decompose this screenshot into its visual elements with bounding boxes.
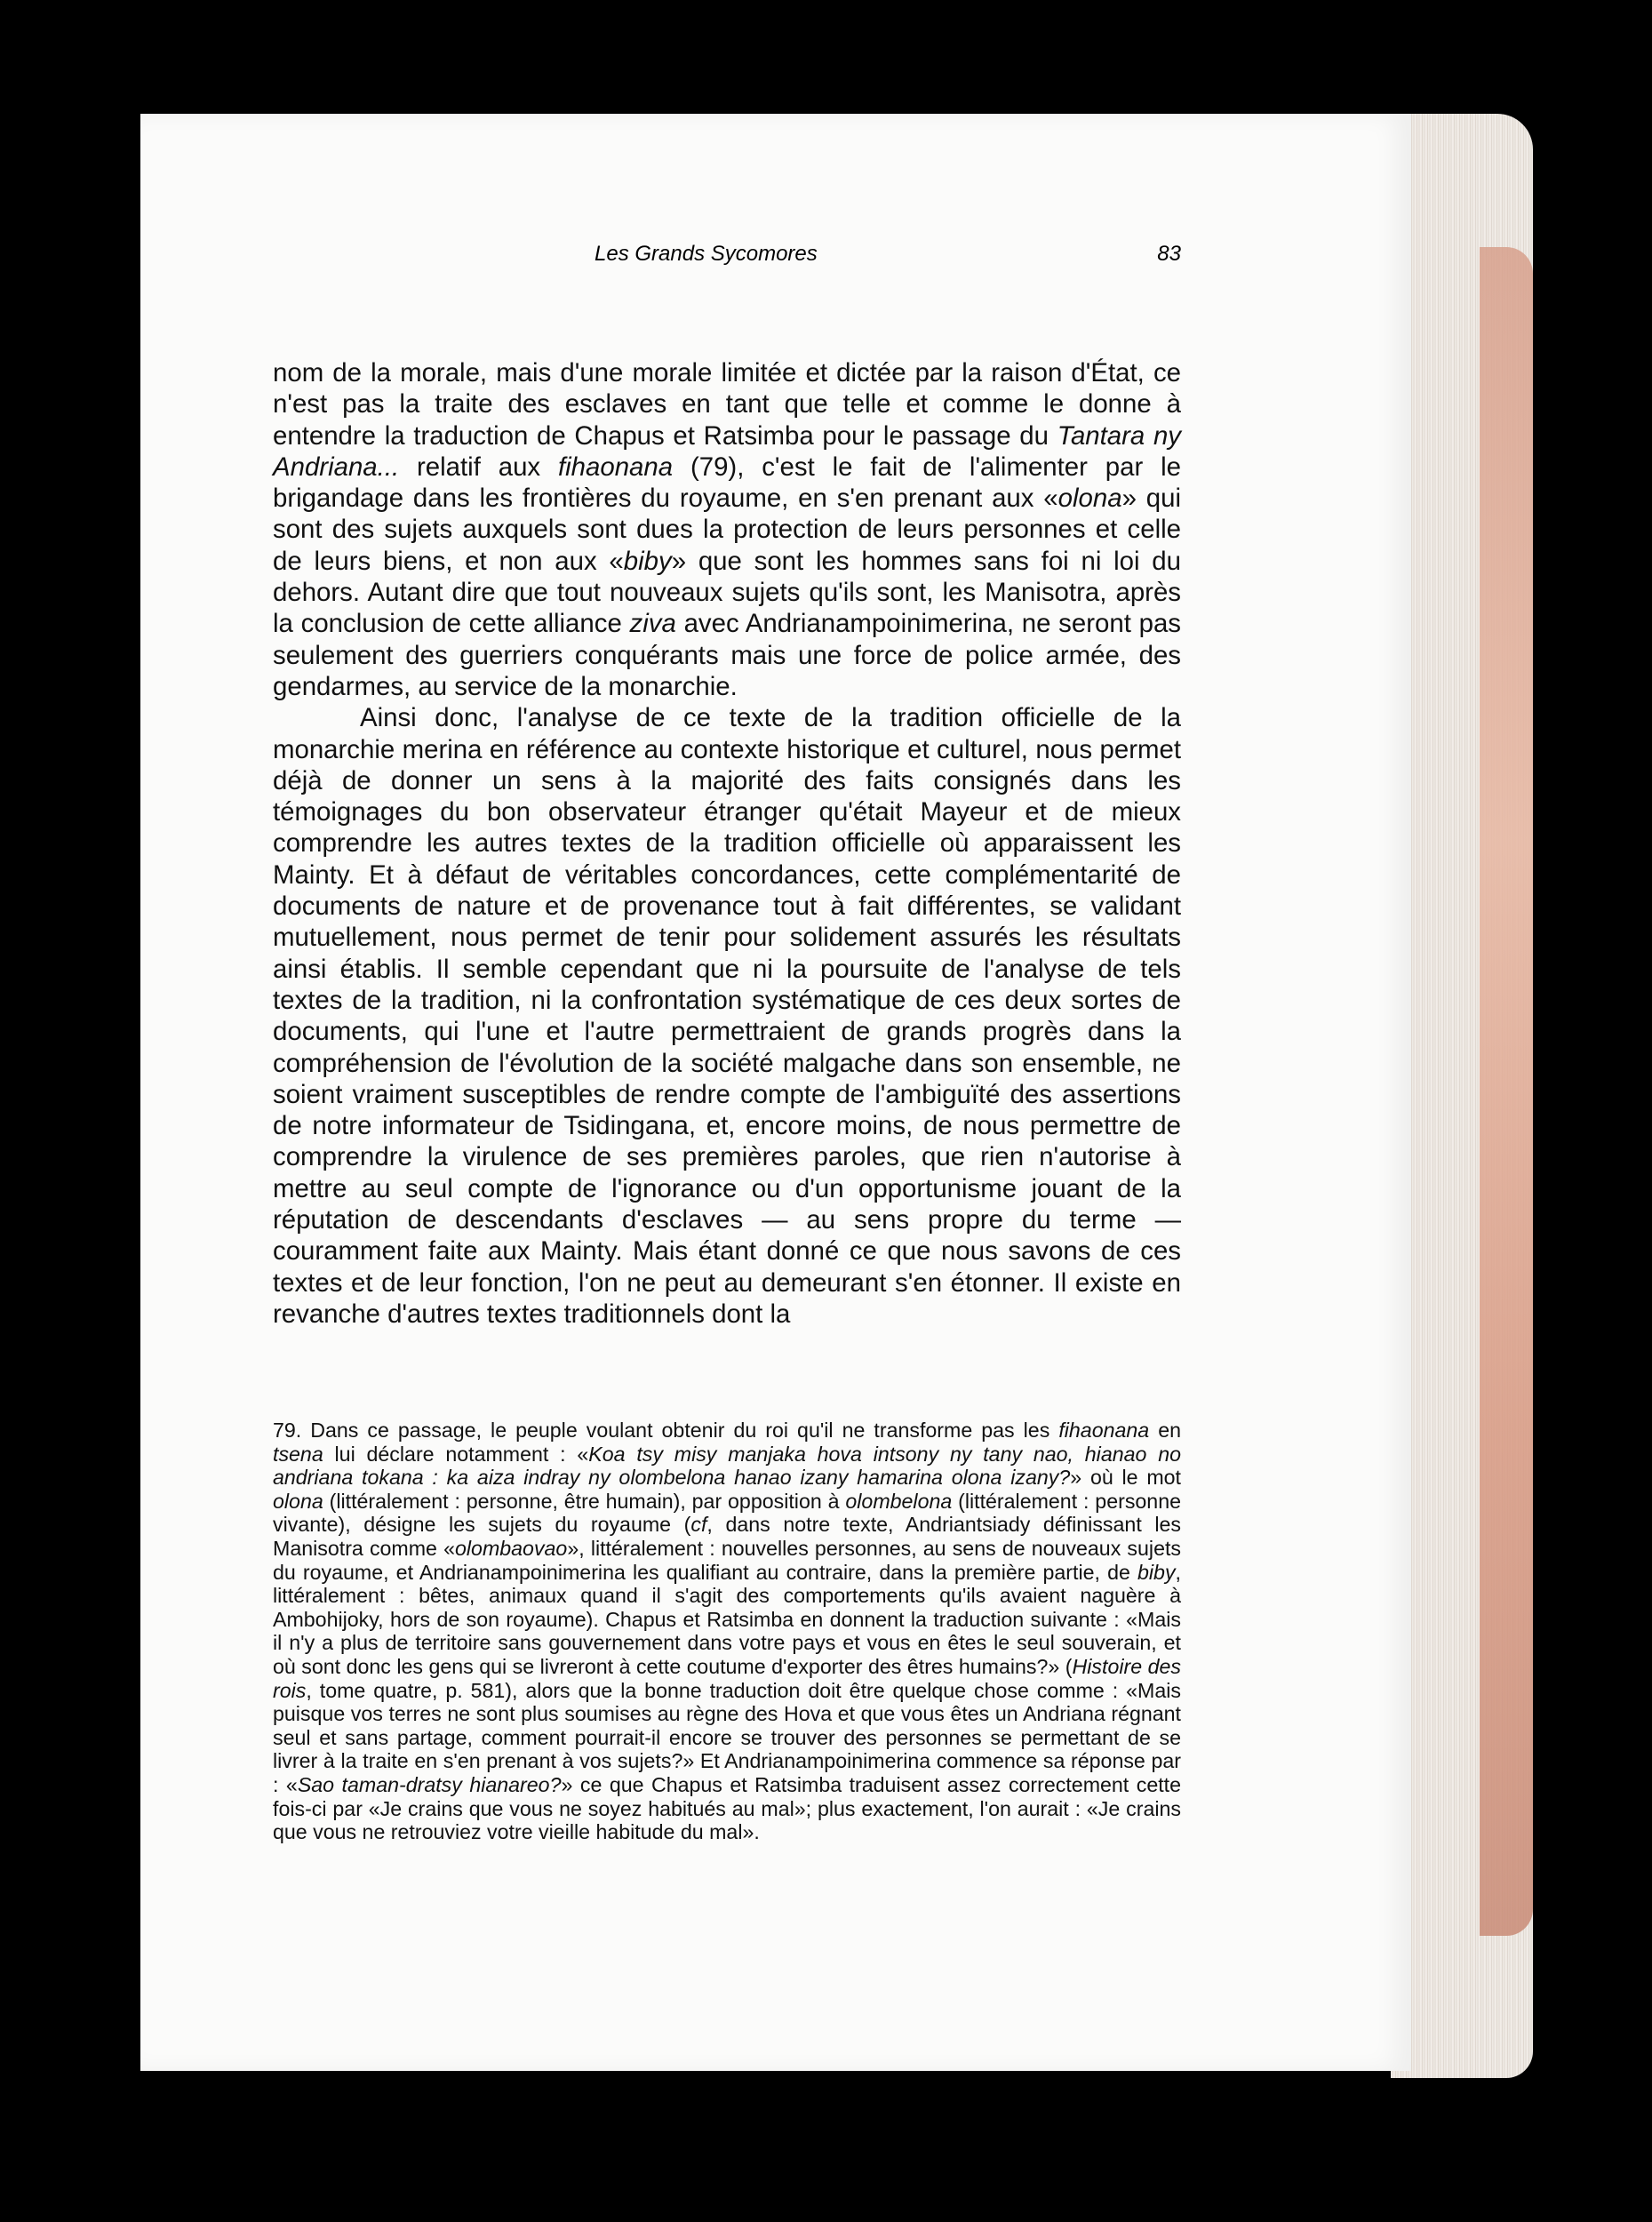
footnote-text (273, 1419, 1181, 1844)
paragraph-1-run: relatif aux (399, 452, 558, 482)
footnote-run: 79. Dans ce passage, le peuple voulant obtenir du roi qu'il ne transforme pas les (273, 1419, 1059, 1442)
page-edges (1391, 114, 1533, 2078)
footnote-italic-run: olona (273, 1489, 323, 1513)
footnote-79 (273, 1419, 1181, 1844)
footnote-italic-run: Sao taman-dratsy hianareo? (297, 1772, 562, 1796)
paragraph-1-italic-run: ziva (629, 609, 676, 639)
paragraph-1-italic-run: fihaonana (557, 452, 674, 482)
paragraph-2: Ainsi donc, l'analyse de ce texte de la tradition officielle de la monarchie merina en référence au contexte historique et culturel, nous permet déjà de donner un sens à la majorité des faits consignés dans les témoignages du bon observateur étranger qu'était Mayeur et de mieux comprendre les autres textes de la tradition officielle où apparaissent les Mainty. Et à défaut de véritables concordances, cette complémentarité de documents de nature et de provenance tout à fait différentes, se validant mutuellement, nous permet de tenir pour solidement assurés les résultats ainsi établis. Il semble cependant que ni la poursuite de l'analyse de tels textes de la tradition, ni la confrontation systématique de ces deux sortes de documents, qui l'une et l'autre permettraient de grands progrès dans la compréhension de l'évolution de la société malgache dans son ensemble, ne soient vraiment susceptibles de rendre compte de l'ambiguïté des assertions de notre informateur de Tsidingana, et, encore moins, de nous permettre de comprendre la virulence de ses premières paroles, que rien n'autorise à mettre au seul compte de l'ignorance ou d'un opportunisme jouant de la réputation de descendants d'esclaves — au sens propre du terme — couramment faite aux Mainty. Mais étant donné ce que nous savons de ces textes et de leur fonction, l'on ne peut au demeurant s'en étonner. Il existe en revanche d'autres textes traditionnels dont la (273, 703, 1181, 1329)
footnote-italic-run: fihaonana (1058, 1419, 1150, 1442)
footnote-italic-run: tsena (273, 1442, 323, 1466)
paragraph-1-italic-run: biby (623, 546, 672, 576)
body-text (273, 357, 1181, 1330)
footnote-italic-run: olombaovao (455, 1536, 568, 1560)
footnote-run: (littéralement : personne, être humain), par opposition à (323, 1489, 846, 1513)
footnote-run: lui déclare notamment : « (323, 1442, 589, 1466)
footnote-italic-run: cf (690, 1513, 707, 1537)
footnote-italic-run: olombelona (845, 1489, 953, 1513)
paragraph-1-run: avec Andrianampoinimerina, ne seront pas seulement des guerriers conquérants mais une force de police armée, des gendarmes, au service de la monarchie. (273, 609, 1181, 701)
footnote-run: » ce que Chapus et Ratsimba traduisent assez correctement cette fois-ci par «Je crains que vous ne soyez habitués au mal»; plus exactement, l'on aurait : «Je crains que vous ne retrouviez votre vieille habitude du mal». (273, 1772, 1181, 1844)
footnote-italic-run: biby (1137, 1560, 1176, 1584)
footnote-run: , tome quatre, p. 581), alors que la bonne traduction doit être quelque chose comme : «Mais puisque vos terres ne sont plus soumises au règne des Hova et que vous êtes un Andriana régnant seul et sans partage, comment pourrait-il encore se trouver des personnes se permettant de se livrer à la traite en s'en prenant à vos sujets?» Et Andrianampoinimerina commence sa réponse par : « (273, 1678, 1181, 1796)
paragraph-1 (273, 357, 1181, 702)
paragraph-1-run: » que sont les hommes sans foi ni loi du dehors. Autant dire que tout nouveaux sujets qu'ils sont, les Manisotra, après la conclusion de cette alliance (273, 546, 1181, 639)
footnote-run: , dans notre texte, Andriantsiady définissant les Manisotra comme « (273, 1513, 1181, 1560)
paragraph-1-run: (79), c'est le fait de l'alimenter par le brigandage dans les frontières du royaume, en s'en prenant aux « (273, 452, 1181, 514)
footnote-run: , littéralement : bêtes, animaux quand il s'agit des comportements qu'ils avaient naguère à Ambohijoky, hors de son royaume). Chapus et Ratsimba en donnent la traduction suivante : «Mais il n'y a plus de territoire sans gouvernement dans votre pays et vous en êtes le seul souverain, et où sont donc les gens qui se livreront à cette coutume d'exporter des êtres humains?» ( (273, 1560, 1181, 1678)
footnote-run: (littéralement : personne vivante), désigne les sujets du royaume ( (273, 1489, 1181, 1537)
footnote-run: », littéralement : nouvelles personnes, au sens de nouveaux sujets du royaume, et Andrianampoinimerina les qualifiant au contraire, dans la première partie, de (273, 1536, 1182, 1584)
footnote-run: en (1149, 1419, 1181, 1442)
paragraph-1-run: » qui sont des sujets auxquels sont dues la protection de leurs personnes et celle de leurs biens, et non aux « (273, 484, 1181, 576)
running-head-title: Les Grands Sycomores (595, 242, 818, 266)
footnote-italic-run: Koa tsy misy manjaka hova intsony ny tany nao, hianao no andriana tokana : ka aiza indray ny olombelona hanao izany hamarina olona izany? (273, 1442, 1181, 1490)
page-number: 83 (1157, 242, 1181, 266)
paragraph-1-italic-run: olona (1057, 484, 1122, 514)
paragraph-1-italic-run: Tantara ny Andriana... (273, 420, 1182, 482)
footnote-italic-run: Histoire des rois (273, 1654, 1181, 1702)
page-edge-tint (1480, 247, 1533, 1936)
footnote-run: » où le mot (1070, 1466, 1181, 1490)
paragraph-1-run: nom de la morale, mais d'une morale limitée et dictée par la raison d'État, ce n'est pas la traite des esclaves en tant que telle et comme le donne à entendre la traduction de Chapus et Ratsimba pour le passage du (273, 358, 1181, 451)
running-head (273, 242, 1181, 277)
